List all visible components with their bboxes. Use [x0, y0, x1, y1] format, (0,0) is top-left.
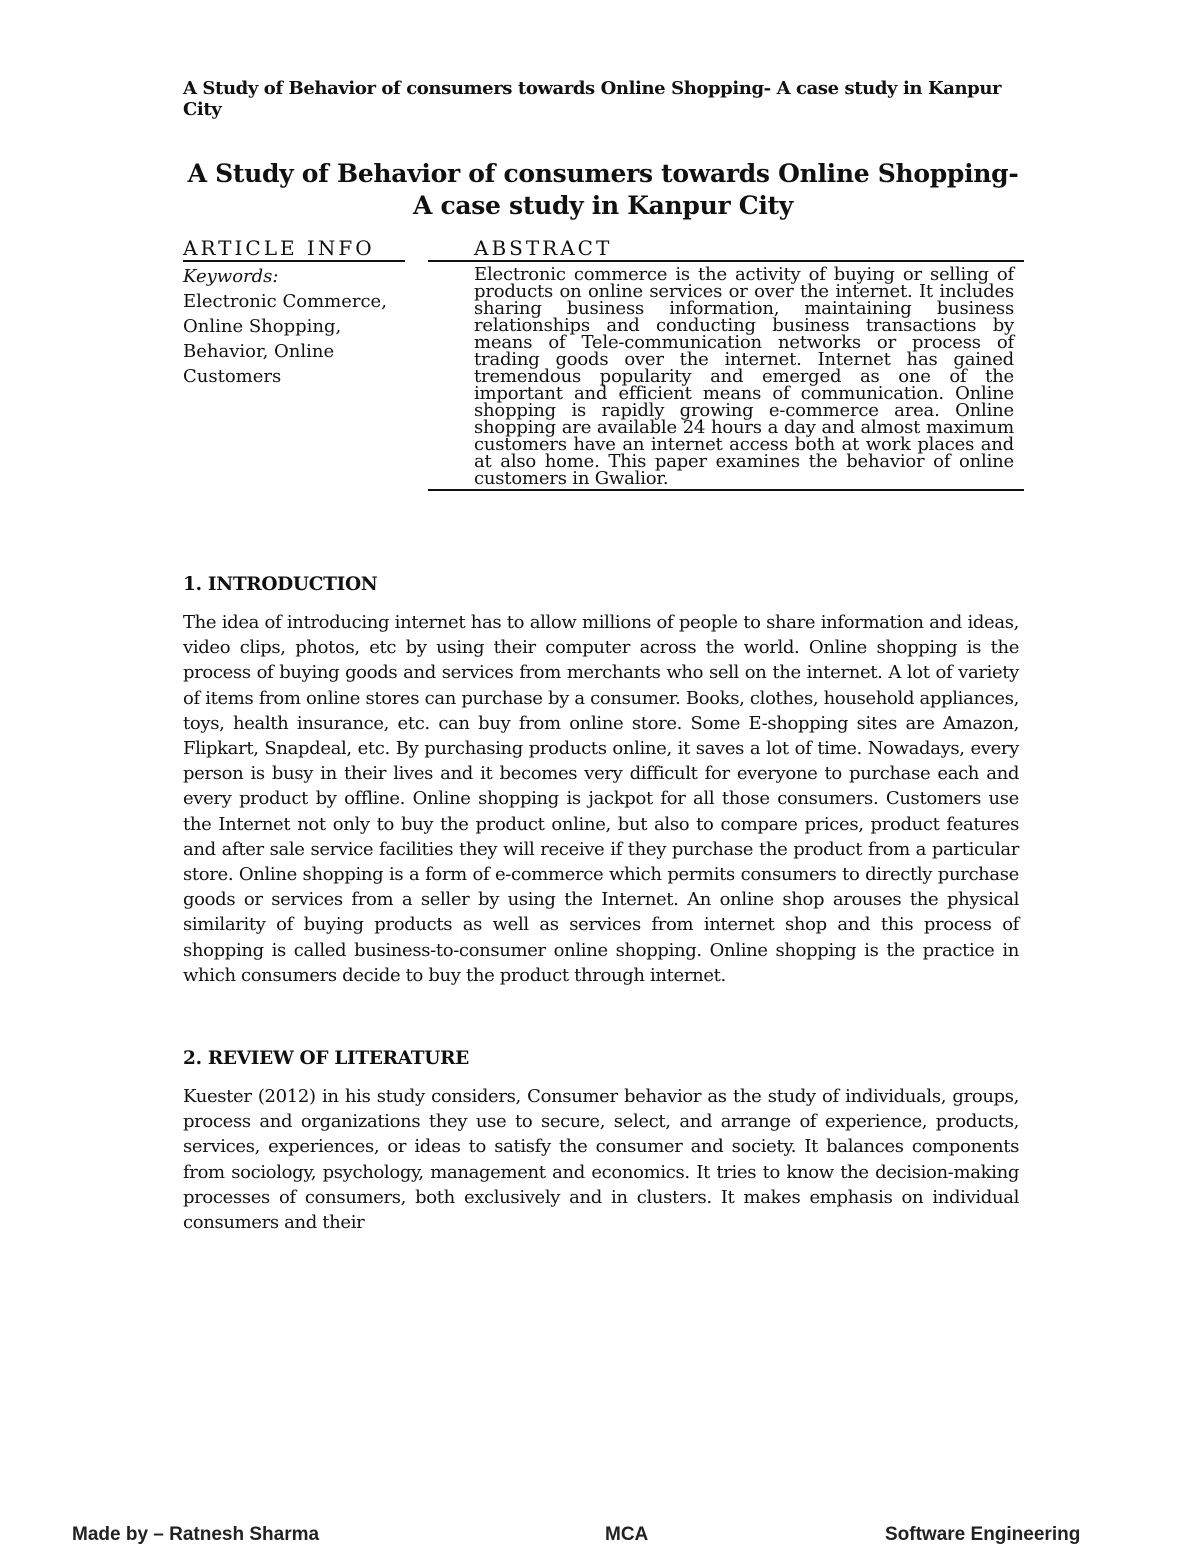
keywords-label: Keywords:: [183, 266, 279, 287]
footer-course: MCA: [605, 1524, 649, 1545]
article-info-heading: ARTICLE INFO: [183, 236, 405, 262]
abstract-heading: ABSTRACT: [428, 236, 1024, 262]
article-info-column: [183, 236, 405, 389]
keywords-text: Electronic Commerce, Online Shopping, Behavior, Online Customers: [183, 291, 387, 387]
abstract-text: Electronic commerce is the activity of buying or selling of products on online services or over the internet. It includes sharing business information, maintaining business relationships and conducting business transactions by means of Tele-communication networks or process of trading goods over the internet. Internet has gained tremendous popularity and emerged as one of the important and efficient means of communication. Online shopping is rapidly growing e-commerce area. Online shopping are available 24 hours a day and almost maximum customers have an internet access both at work places and at also home. This paper examines the behavior of online customers in Gwalior.: [474, 264, 1014, 489]
abstract-bottom-rule: [428, 489, 1024, 491]
section-body-literature-review: Kuester (2012) in his study considers, Consumer behavior as the study of individuals, groups, process and organizations they use to secure, select, and arrange of experience, products, services, experiences, or ideas to satisfy the consumer and society. It balances components from sociology, psychology, management and economics. It tries to know the decision-making processes of consumers, both exclusively and in clusters. It makes emphasis on individual consumers and their: [183, 1086, 1019, 1234]
section-body-introduction: The idea of introducing internet has to allow millions of people to share information and ideas, video clips, photos, etc by using their computer across the world. Online shopping is the process of buying goods and services from merchants who sell on the internet. A lot of variety of items from online stores can purchase by a consumer. Books, clothes, household appliances, toys, health insurance, etc. can buy from online store. Some E-shopping sites are Amazon, Flipkart, Snapdeal, etc. By purchasing products online, it saves a lot of time. Nowadays, every person is busy in their lives and it becomes very difficult for everyone to purchase each and every product by offline. Online shopping is jackpot for all those consumers. Customers use the Internet not only to buy the product online, but also to compare prices, product features and after sale service facilities they will receive if they purchase the product from a particular store. Online shopping is a form of e-commerce which permits consumers to directly purchase goods or services from a seller by using the Internet. An online shop arouses the physical similarity of buying products as well as services from internet shop and this process of shopping is called business-to-consumer online shopping. Online shopping is the practice in which consumers decide to buy the product through internet.: [183, 612, 1019, 986]
running-header: A Study of Behavior of consumers towards Online Shopping- A case study in Kanpur City: [183, 78, 1002, 120]
footer-author: Made by – Ratnesh Sharma: [72, 1524, 320, 1545]
abstract-column: [428, 236, 1024, 491]
section-heading-literature-review: 2. REVIEW OF LITERATURE: [183, 1048, 469, 1069]
paper-title: A Study of Behavior of consumers towards Online Shopping- A case study in Kanpur City: [187, 159, 1019, 220]
section-heading-introduction: 1. INTRODUCTION: [183, 574, 378, 595]
footer-subject: Software Engineering: [885, 1524, 1081, 1545]
